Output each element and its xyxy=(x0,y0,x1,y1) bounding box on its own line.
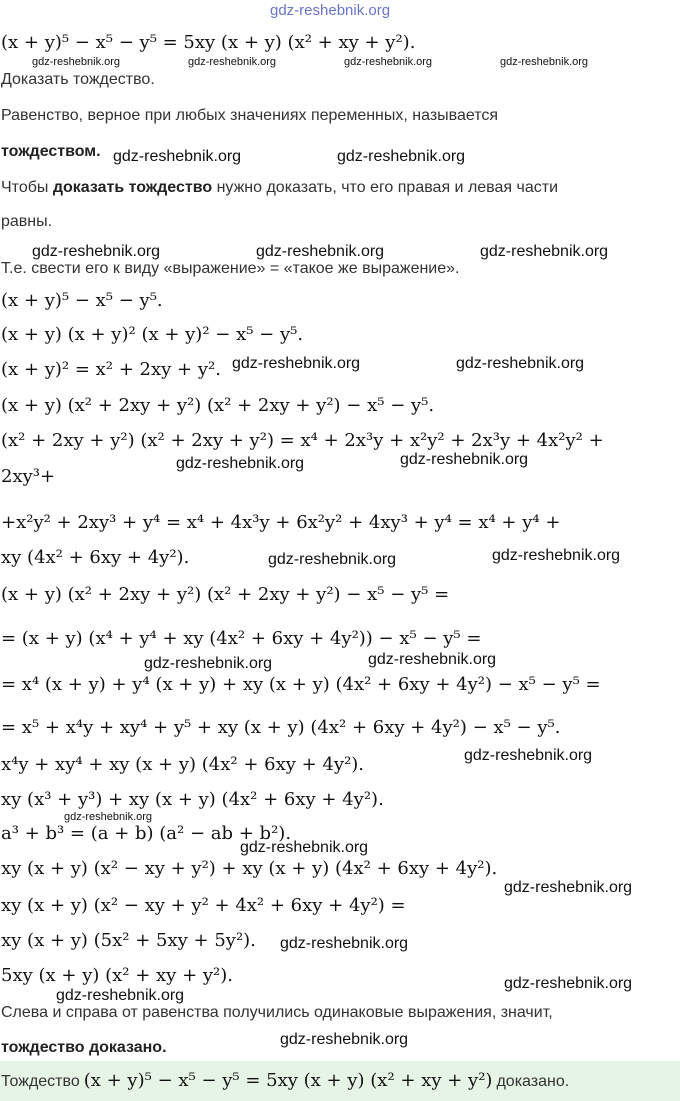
formula-step: (x + y)⁵ − x⁵ − y⁵. xyxy=(1,290,163,311)
watermark: gdz-reshebnik.org xyxy=(232,355,361,372)
definition-text: Равенство, верное при любых значениях переменных, называется xyxy=(1,107,499,124)
formula-step: xy (x + y) (5x² + 5xy + 5y²). xyxy=(1,930,256,951)
watermark: gdz-reshebnik.org xyxy=(280,1031,409,1048)
formula-step: = x⁵ + x⁴y + xy⁴ + y⁵ + xy (x + y) (4x² + 6xy + 4y²) − x⁵ − y⁵. xyxy=(1,717,561,738)
formula-step: xy (x + y) (x² − xy + y²) + xy (x + y) (4x² + 6xy + 4y²). xyxy=(1,858,498,879)
formula-step: xy (4x² + 6xy + 4y²). xyxy=(1,547,190,568)
formula-step: = x⁴ (x + y) + y⁴ (x + y) + xy (x + y) (4x² + 6xy + 4y²) − x⁵ − y⁵ = xyxy=(1,674,601,695)
watermark: gdz-reshebnik.org xyxy=(56,987,185,1004)
method-text: Т.е. свести его к виду «выражение» = «такое же выражение». xyxy=(1,260,460,277)
formula-step: +x²y² + 2xy³ + y⁴ = x⁴ + 4x³y + 6x²y² + 4xy³ + y⁴ = x⁴ + y⁴ + xyxy=(1,512,561,533)
watermark: gdz-reshebnik.org xyxy=(268,551,397,568)
formula-step: 2xy³+ xyxy=(1,466,56,487)
formula-step: (x² + 2xy + y²) (x² + 2xy + y²) = x⁴ + 2x³y + x²y² + 2x³y + 4x²y² + xyxy=(1,430,604,451)
watermark: gdz-reshebnik.org xyxy=(337,148,466,165)
final-statement-text: Тождество (x + y)⁵ − x⁵ − y⁵ = 5xy (x + y) (x² + xy + y²) доказано. xyxy=(1,1070,570,1091)
formula-step: (x + y) (x² + 2xy + y²) (x² + 2xy + y²) − x⁵ − y⁵. xyxy=(1,395,435,416)
method-text: равны. xyxy=(1,213,53,230)
formula-step: 5xy (x + y) (x² + xy + y²). xyxy=(1,965,233,986)
watermark: gdz-reshebnik.org xyxy=(500,56,589,68)
conclusion-text: Слева и справа от равенства получились одинаковые выражения, значит, xyxy=(1,1004,553,1021)
watermark: gdz-reshebnik.org xyxy=(480,243,609,260)
watermark: gdz-reshebnik.org xyxy=(32,56,121,68)
formula-step: a³ + b³ = (a + b) (a² − ab + b²). xyxy=(1,823,292,844)
watermark: gdz-reshebnik.org xyxy=(64,811,153,823)
title-formula: (x + y)⁵ − x⁵ − y⁵ = 5xy (x + y) (x² + xy + y²). xyxy=(1,32,416,53)
watermark: gdz-reshebnik.org xyxy=(368,651,497,668)
watermark: gdz-reshebnik.org xyxy=(344,56,433,68)
formula-step: (x + y) (x² + 2xy + y²) (x² + 2xy + y²) − x⁵ − y⁵ = xyxy=(1,584,450,605)
watermark: gdz-reshebnik.org xyxy=(270,2,391,19)
watermark: gdz-reshebnik.org xyxy=(113,148,242,165)
task-text: Доказать тождество. xyxy=(1,71,155,88)
watermark: gdz-reshebnik.org xyxy=(32,243,161,260)
watermark: gdz-reshebnik.org xyxy=(504,879,633,896)
watermark: gdz-reshebnik.org xyxy=(456,355,585,372)
watermark: gdz-reshebnik.org xyxy=(240,839,369,856)
final-statement xyxy=(0,1061,680,1101)
formula-step: (x + y) (x + y)² (x + y)² − x⁵ − y⁵. xyxy=(1,324,304,345)
conclusion-bold: тождество доказано. xyxy=(1,1039,167,1056)
watermark: gdz-reshebnik.org xyxy=(188,56,277,68)
formula-step: xy (x + y) (x² − xy + y² + 4x² + 6xy + 4y²) = xyxy=(1,895,406,916)
watermark: gdz-reshebnik.org xyxy=(256,243,385,260)
method-text: Чтобы доказать тождество нужно доказать, что его правая и левая части xyxy=(1,179,558,196)
formula-step: x⁴y + xy⁴ + xy (x + y) (4x² + 6xy + 4y²). xyxy=(1,754,365,775)
watermark: gdz-reshebnik.org xyxy=(400,451,529,468)
definition-term: тождеством. xyxy=(1,143,101,160)
watermark: gdz-reshebnik.org xyxy=(144,655,273,672)
watermark: gdz-reshebnik.org xyxy=(464,747,593,764)
watermark: gdz-reshebnik.org xyxy=(504,975,633,992)
watermark: gdz-reshebnik.org xyxy=(280,935,409,952)
watermark: gdz-reshebnik.org xyxy=(492,547,621,564)
formula-step: (x + y)² = x² + 2xy + y². xyxy=(1,359,221,380)
formula-step: = (x + y) (x⁴ + y⁴ + xy (4x² + 6xy + 4y²)) − x⁵ − y⁵ = xyxy=(1,628,482,649)
watermark: gdz-reshebnik.org xyxy=(176,455,305,472)
formula-step: xy (x³ + y³) + xy (x + y) (4x² + 6xy + 4y²). xyxy=(1,789,384,810)
